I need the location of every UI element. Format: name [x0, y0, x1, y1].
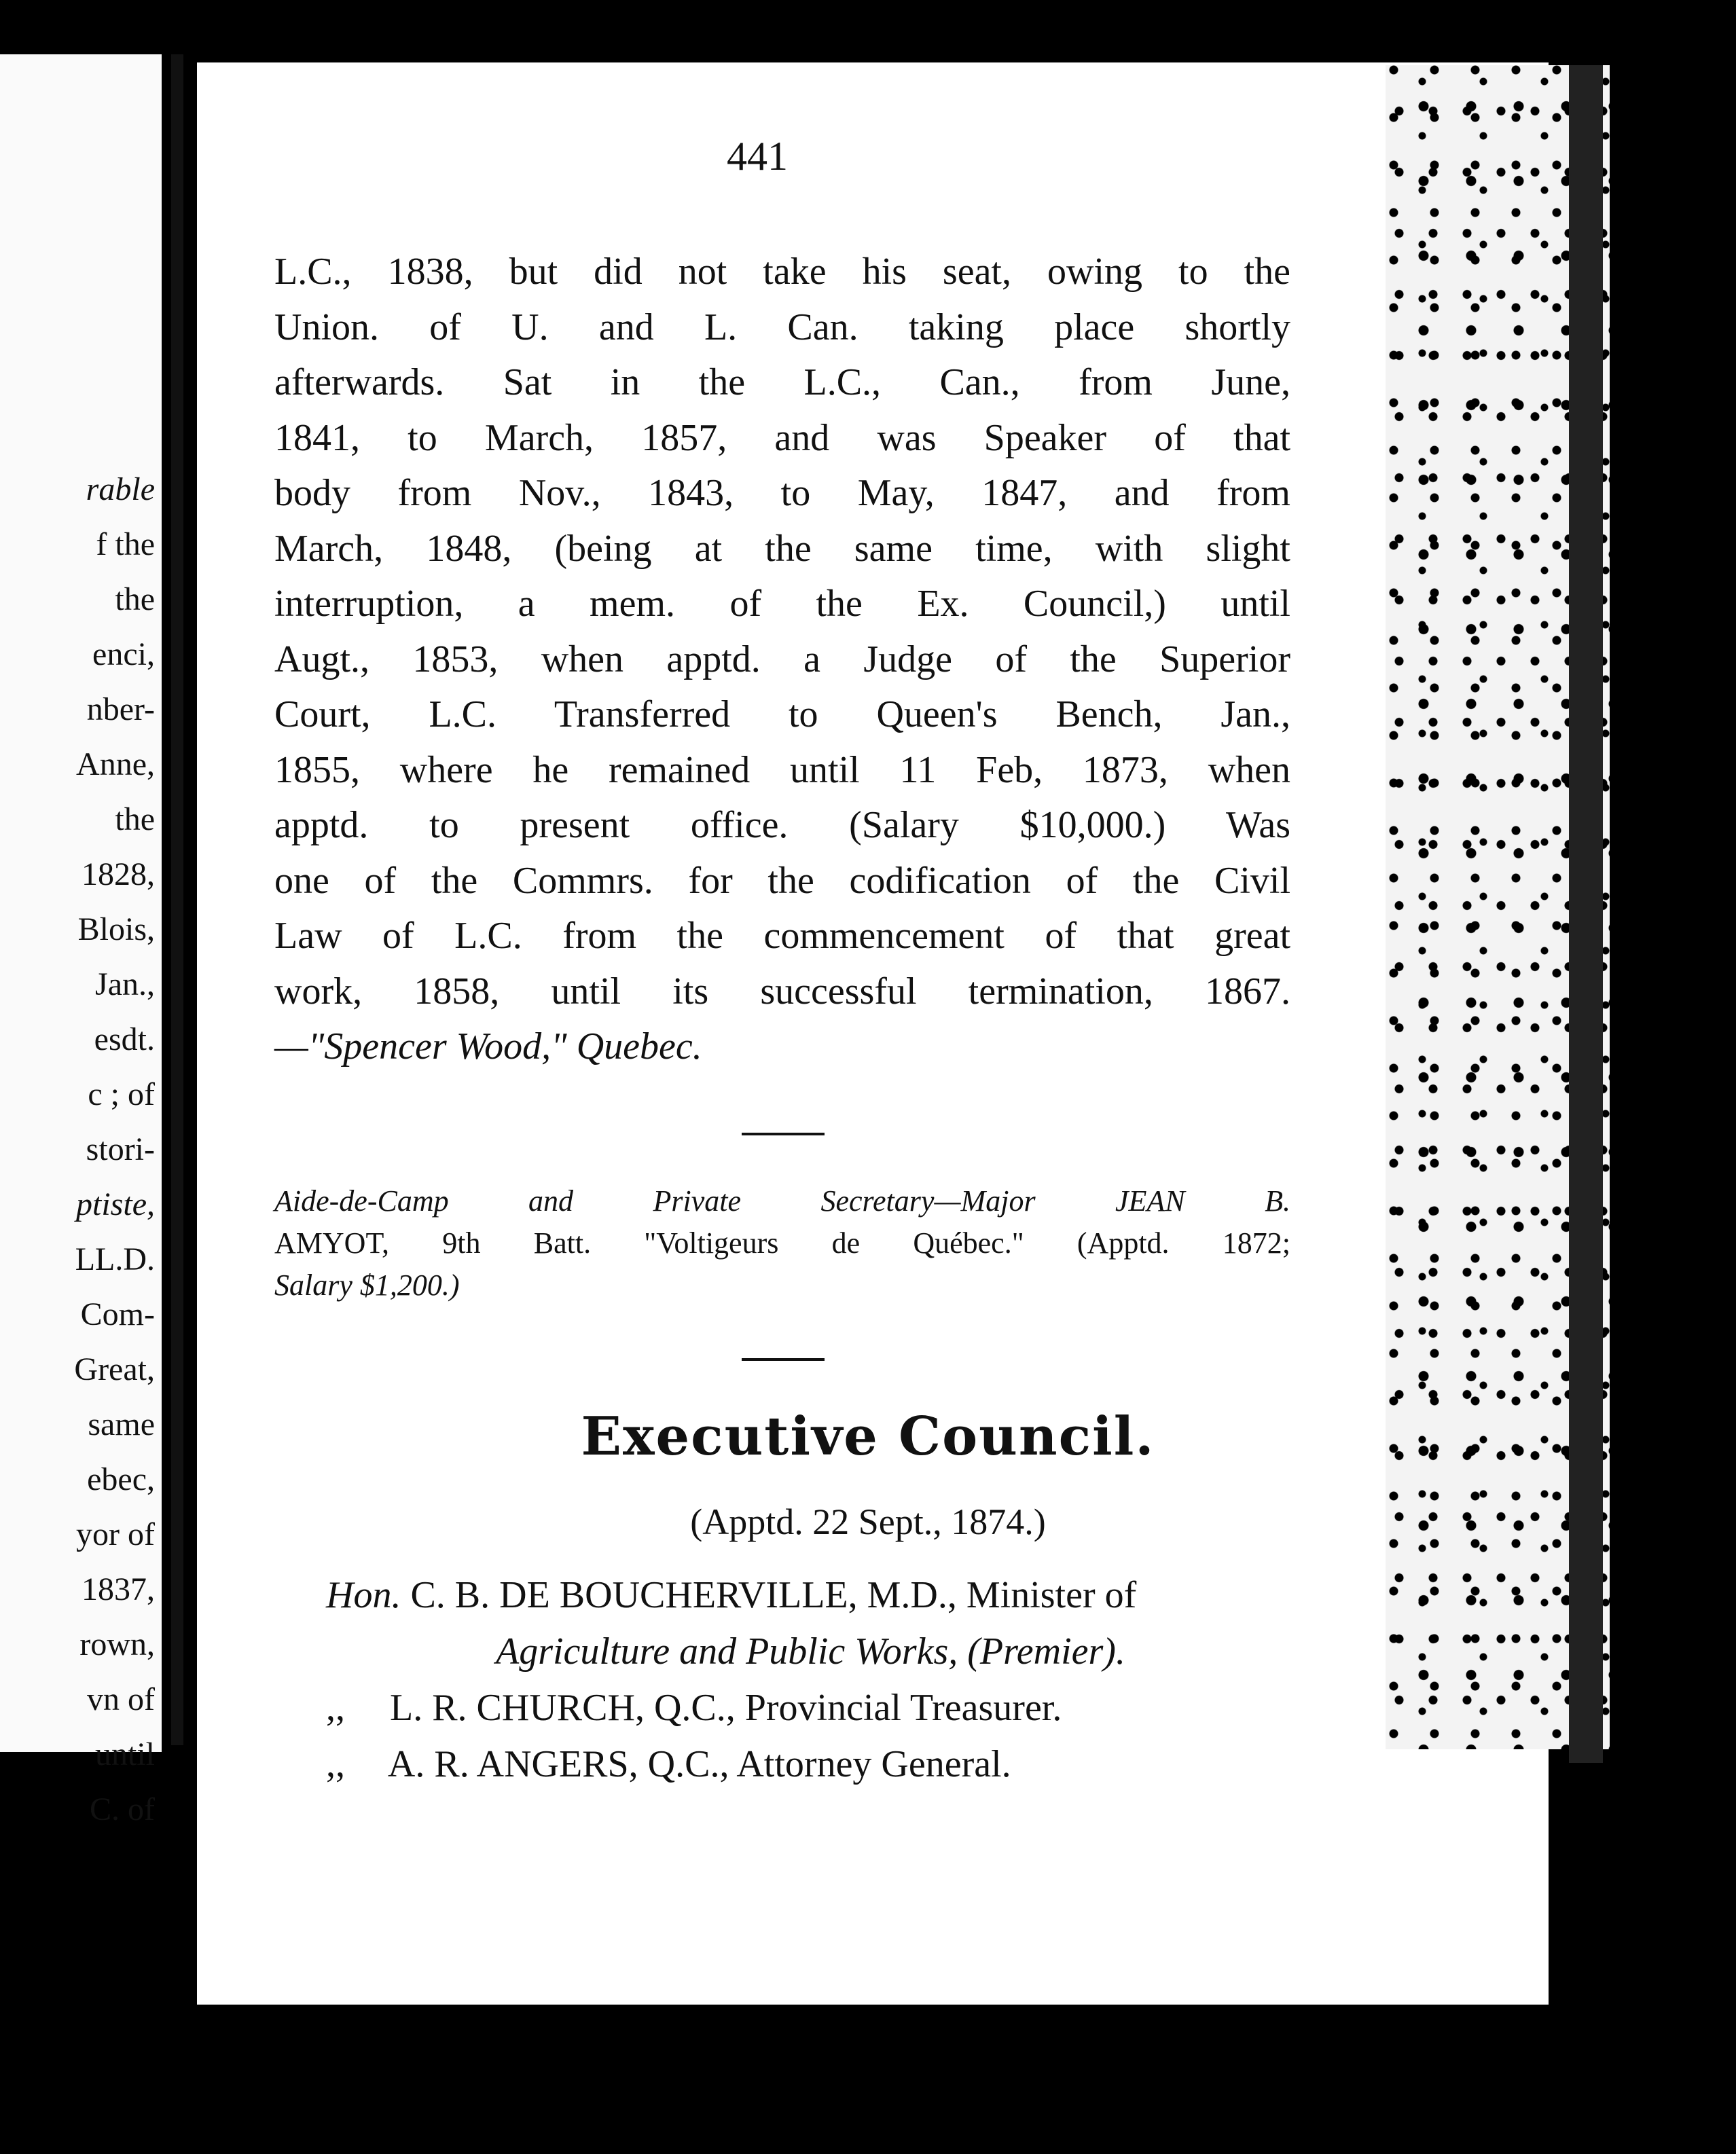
- member-text: A. R. ANGERS, Q.C., Attorney General.: [387, 1743, 1011, 1785]
- left-fragment: 1828,: [82, 856, 155, 892]
- left-fragment: Great,: [74, 1351, 155, 1387]
- member-text: L. R. CHURCH, Q.C., Provincial Treasurer.: [390, 1687, 1062, 1729]
- left-facing-page: [0, 54, 162, 1827]
- left-fragment: stori-: [86, 1131, 155, 1167]
- page-number: 441: [727, 134, 788, 179]
- left-fragment: same: [88, 1406, 155, 1442]
- text-line: Augt., 1853, when apptd. a Judge of the Superior: [274, 638, 1290, 680]
- council-members-list: [326, 1567, 1290, 1793]
- member-entry-continuation: [326, 1624, 1290, 1680]
- left-fragment: rable: [86, 471, 155, 507]
- text-line: Salary $1,200.): [274, 1268, 460, 1302]
- left-fragment: LL.D.: [75, 1241, 155, 1277]
- member-entry: [326, 1680, 1290, 1736]
- left-fragment: ebec,: [87, 1461, 155, 1497]
- text-line: Law of L.C. from the commencement of that great: [274, 915, 1290, 957]
- book-spine: [171, 54, 183, 1745]
- left-fragment: yor of: [76, 1516, 155, 1552]
- member-text: Agriculture and Public Works, (Premier).: [496, 1630, 1125, 1673]
- member-prefix: Hon.: [326, 1574, 401, 1616]
- left-fragment: Blois,: [77, 911, 155, 947]
- member-text: C. B. DE BOUCHERVILLE, M.D., Minister of: [410, 1574, 1137, 1616]
- member-entry: [326, 1736, 1290, 1793]
- left-fragment: C. of: [90, 1791, 155, 1827]
- section-divider: [742, 1358, 825, 1361]
- left-fragment: until: [94, 1736, 155, 1772]
- section-divider: [742, 1133, 825, 1135]
- member-prefix: ,,: [326, 1687, 345, 1729]
- text-line: body from Nov., 1843, to May, 1847, and from: [274, 472, 1290, 514]
- text-line: interruption, a mem. of the Ex. Council,) until: [274, 583, 1290, 625]
- text-line: Aide-de-Camp and Private Secretary—Major JEAN B.: [274, 1184, 1290, 1218]
- left-fragment: nber-: [86, 691, 155, 727]
- text-line: afterwards. Sat in the L.C., Can., from June,: [274, 361, 1290, 403]
- left-fragment: 1837,: [82, 1571, 155, 1607]
- left-fragment: Jan.,: [95, 966, 155, 1002]
- text-line: one of the Commrs. for the codification of the Civil: [274, 859, 1290, 902]
- left-fragment: the: [115, 801, 155, 837]
- left-fragment: Com-: [80, 1296, 155, 1332]
- member-entry: [326, 1567, 1290, 1624]
- left-fragment: enci,: [92, 636, 155, 672]
- left-fragment: Anne,: [76, 746, 155, 782]
- text-line: work, 1858, until its successful termination, 1867.: [274, 970, 1290, 1012]
- left-fragment: esdt.: [94, 1021, 155, 1057]
- text-line: Union. of U. and L. Can. taking place shortly: [274, 306, 1290, 348]
- left-fragment: vn of: [87, 1681, 155, 1717]
- text-line: Court, L.C. Transferred to Queen's Bench, Jan.,: [274, 693, 1290, 735]
- text-line-address: —"Spencer Wood," Quebec.: [274, 1025, 702, 1067]
- left-fragment: ptiste,: [76, 1186, 155, 1222]
- aide-de-camp-entry: [274, 1180, 1290, 1307]
- text-line: 1855, where he remained until 11 Feb, 1873, when: [274, 748, 1290, 791]
- text-line: apptd. to present office. (Salary $10,000.) Was: [274, 804, 1290, 846]
- left-fragment: the: [115, 581, 155, 617]
- section-subheading: (Apptd. 22 Sept., 1874.): [690, 1501, 1046, 1542]
- member-prefix: ,,: [326, 1743, 345, 1785]
- text-line: March, 1848, (being at the same time, with slight: [274, 527, 1290, 570]
- section-heading: Executive Council.: [581, 1406, 1155, 1467]
- left-page-fragments: [19, 462, 155, 1837]
- biography-paragraph: [274, 244, 1290, 1075]
- text-line: AMYOT, 9th Batt. "Voltigeurs de Québec." (Apptd. 1872;: [274, 1226, 1290, 1260]
- text-line: 1841, to March, 1857, and was Speaker of that: [274, 416, 1290, 459]
- left-fragment: rown,: [79, 1626, 155, 1662]
- text-line: L.C., 1838, but did not take his seat, owing to the: [274, 251, 1290, 293]
- left-fragment: f the: [96, 526, 155, 562]
- left-fragment: c ; of: [88, 1076, 155, 1112]
